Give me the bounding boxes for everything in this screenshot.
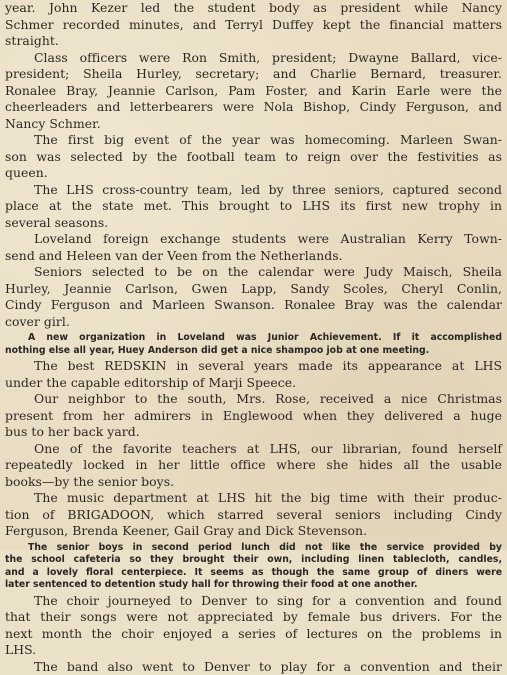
text-line: present from her admirers in Englewood when they delivered a huge [5, 407, 502, 423]
text-line: The choir journeyed to Denver to sing for a convention and found [34, 592, 502, 608]
text-line: LHS. [5, 642, 37, 657]
caption-line: later sentenced to detention study hall for throwing their food at one another. [5, 579, 418, 590]
caption-line: A new organization in Loveland was Junior Achievement. If it accomplished [28, 332, 502, 343]
paragraph [5, 658, 502, 674]
text-line: The music department at LHS hit the big time with their produc- [34, 490, 502, 505]
text-line: year. John Kezer led the student body as president while Nancy [5, 0, 502, 15]
text-line: that their songs were not appreciated by female bus drivers. For the [5, 609, 502, 624]
text-line: Class officers were Ron Smith, president; Dwayne Ballard, vice- [34, 49, 502, 65]
caption-line: nothing else all year, Huey Anderson did get a nice shampoo job at one meeting. [5, 344, 430, 356]
text-line: Ferguson, Brenda Keener, Gail Gray and Dick Stevenson. [5, 523, 368, 538]
text-line: next month the choir enjoyed a series of lectures on the problems in [5, 625, 502, 641]
text-line: Seniors selected to be on the calendar were Judy Maisch, Sheila [34, 264, 502, 279]
paragraph [5, 182, 502, 232]
paragraph [5, 0, 502, 50]
caption-line: The senior boys in second period lunch did not like the service provided by [28, 541, 502, 553]
paragraph [5, 50, 502, 133]
caption-line: and a lovely floral centerpiece. It seems as though the same group of diners were [5, 566, 502, 578]
paragraph [5, 391, 502, 441]
text-line: several seasons. [5, 214, 109, 230]
text-line: The best REDSKIN in several years made its appearance at LHS [34, 358, 502, 373]
text-line: books—by the senior boys. [5, 473, 175, 489]
article-column [5, 0, 502, 674]
text-line: straight. [5, 33, 59, 48]
text-line: under the capable editorship of Marji Speece. [5, 374, 297, 390]
text-line: president; Sheila Hurley, secretary; and Charlie Bernard, treasurer. [5, 66, 502, 81]
text-line: Our neighbor to the south, Mrs. Rose, received a nice Christmas [34, 391, 502, 406]
text-line: repeatedly locked in her little office where she hides all the usable [5, 457, 502, 472]
caption-line: the school cafeteria so they brought their own, including linen tablecloth, candles, [5, 554, 502, 565]
text-line: The band also went to Denver to play for a convention and their [34, 658, 502, 674]
paragraph [5, 358, 502, 391]
text-line: Ronalee Bray, Jeannie Carlson, Pam Foster, and Karin Earle were the [5, 82, 502, 98]
photo-caption [5, 542, 502, 592]
text-line: Hurley, Jeannie Carlson, Gwen Lapp, Sandy Scoles, Cheryl Conlin, [5, 280, 502, 296]
paragraph [5, 132, 502, 182]
text-line: The first big event of the year was homecoming. Marleen Swan- [34, 132, 502, 147]
text-line: tion of BRIGADOON, which starred several seniors including Cindy [5, 506, 502, 522]
paragraph [5, 231, 502, 264]
text-line: Cindy Ferguson and Marleen Swanson. Ronalee Bray was the calendar [5, 297, 502, 312]
text-line: place at the state met. This brought to LHS its first new trophy in [5, 198, 502, 213]
text-line: Nancy Schmer. [5, 115, 101, 131]
text-line: Schmer recorded minutes, and Terryl Duffey kept the financial matters [5, 16, 502, 32]
paragraph [5, 490, 502, 540]
text-line: send and Heleen van der Veen from the Netherlands. [5, 247, 343, 263]
paragraph [5, 264, 502, 330]
text-line: cheerleaders and letterbearers were Nola Bishop, Cindy Ferguson, and [5, 99, 502, 114]
text-line: Loveland foreign exchange students were Australian Kerry Town- [34, 231, 502, 246]
paragraph [5, 441, 502, 491]
paragraph [5, 593, 502, 659]
text-line: One of the favorite teachers at LHS, our librarian, found herself [34, 440, 502, 456]
text-line: son was selected by the football team to reign over the festivities as [5, 148, 502, 164]
text-line: queen. [5, 165, 48, 180]
text-line: bus to her back yard. [5, 424, 140, 439]
text-line: cover girl. [5, 313, 70, 329]
text-line: The LHS cross-country team, led by three seniors, captured second [34, 181, 502, 197]
photo-caption [5, 332, 502, 357]
